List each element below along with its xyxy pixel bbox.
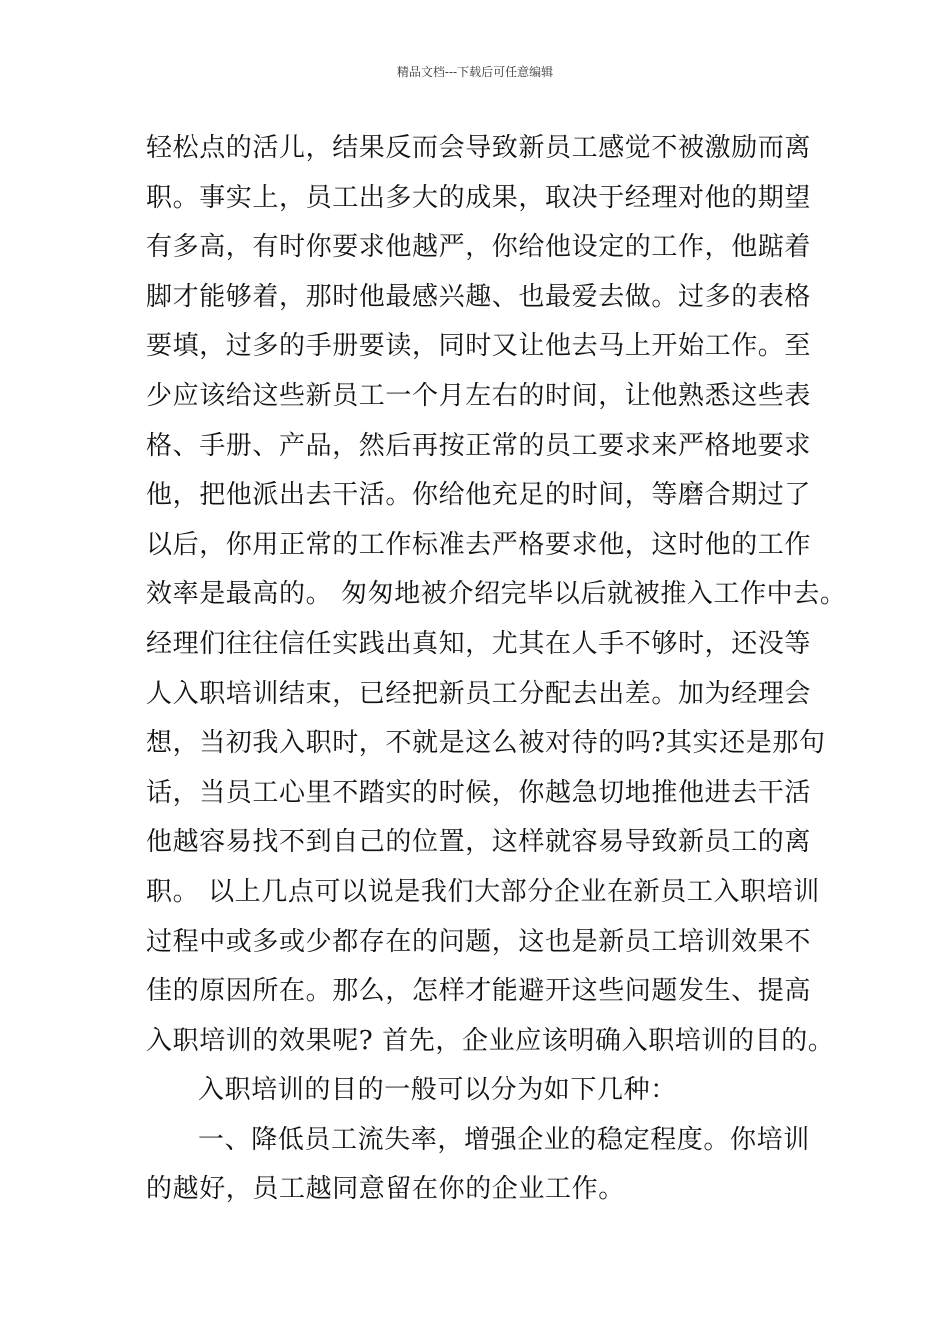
text-line: 的越好，员工越同意留在你的企业工作。 bbox=[146, 1174, 625, 1205]
text-line: 有多高，有时你要求他越严，你给他设定的工作，他踮着 bbox=[146, 232, 812, 263]
text-line: 他越容易找不到自己的位置，这样就容易导致新员工的离 bbox=[146, 827, 812, 858]
text-line: 想，当初我入职时，不就是这么被对待的吗?其实还是那句 bbox=[146, 728, 826, 759]
text-line: 过程中或多或少都存在的问题，这也是新员工培训效果不 bbox=[146, 926, 812, 957]
list-item-line: 一、降低员工流失率，增强企业的稳定程度。你培训 bbox=[198, 1124, 810, 1155]
text-line: 经理们往往信任实践出真知，尤其在人手不够时，还没等 bbox=[146, 628, 812, 659]
text-line: 效率是最高的。 匆匆地被介绍完毕以后就被推入工作中去。 bbox=[146, 579, 847, 610]
text-line: 职。事实上，员工出多大的成果，取决于经理对他的期望 bbox=[146, 182, 812, 213]
text-line: 脚才能够着，那时他最感兴趣、也最爱去做。过多的表格 bbox=[146, 281, 812, 312]
text-line: 格、手册、产品，然后再按正常的员工要求来严格地要求 bbox=[146, 430, 812, 461]
text-line: 要填，过多的手册要读，同时又让他去马上开始工作。至 bbox=[146, 331, 812, 362]
text-line: 人入职培训结束，已经把新员工分配去出差。加为经理会 bbox=[146, 678, 812, 709]
text-line: 以后，你用正常的工作标准去严格要求他，这时他的工作 bbox=[146, 529, 812, 560]
text-line: 佳的原因所在。那么，怎样才能避开这些问题发生、提高 bbox=[146, 976, 812, 1007]
text-line: 少应该给这些新员工一个月左右的时间，让他熟悉这些表 bbox=[146, 380, 812, 411]
text-line: 职。 以上几点可以说是我们大部分企业在新员工入职培训 bbox=[146, 876, 820, 907]
text-line: 轻松点的活儿，结果反而会导致新员工感觉不被激励而离 bbox=[146, 133, 812, 163]
text-line: 话，当员工心里不踏实的时候，你越急切地推他进去干活 bbox=[146, 777, 812, 808]
document-body bbox=[146, 124, 847, 1215]
text-line: 入职培训的效果呢? 首先，企业应该明确入职培训的目的。 bbox=[146, 1025, 835, 1056]
paragraph-heading-line: 入职培训的目的一般可以分为如下几种： bbox=[198, 1075, 677, 1106]
page-header: 精品文档---下载后可任意编辑 bbox=[396, 65, 554, 79]
text-line: 他，把他派出去干活。你给他充足的时间，等磨合期过了 bbox=[146, 480, 812, 511]
